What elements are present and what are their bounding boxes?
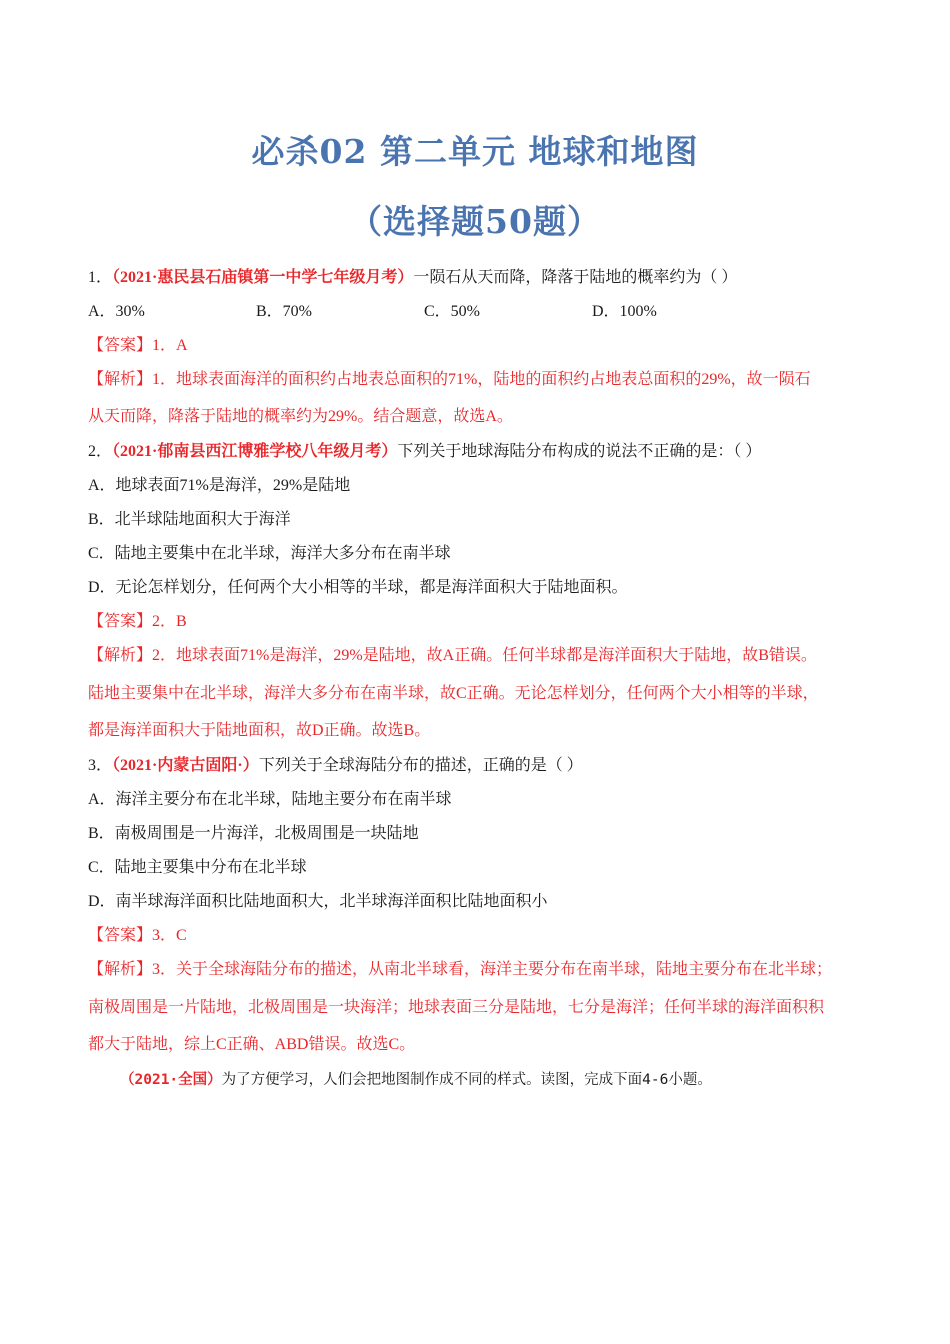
question-1-stem bbox=[88, 268, 868, 288]
question-2-option-d: D．无论怎样划分，任何两个大小相等的半球，都是海洋面积大于陆地面积。 bbox=[88, 579, 628, 596]
question-2-answer: 【答案】2．B bbox=[88, 613, 187, 630]
question-2-analysis-line-1: 【解析】2．地球表面71%是海洋，29%是陆地，故A正确。任何半球都是海洋面积大于陆地，故B错误。 bbox=[88, 647, 817, 664]
question-3-analysis-line-2: 南极周围是一片陆地，北极周围是一块海洋；地球表面三分是陆地，七分是海洋；任何半球的海洋面积积 bbox=[88, 999, 825, 1016]
question-text: 下列关于地球海陆分布构成的说法不正确的是：（ ） bbox=[397, 443, 762, 460]
question-3-stem bbox=[88, 756, 868, 776]
question-3-option-d: D．南半球海洋面积比陆地面积大，北半球海洋面积比陆地面积小 bbox=[88, 893, 548, 910]
question-source: （2021·惠民县石庙镇第一中学七年级月考） bbox=[112, 269, 414, 286]
question-text: 一陨石从天而降，降落于陆地的概率约为（ ） bbox=[413, 269, 738, 286]
question-number: 1． bbox=[88, 269, 113, 286]
question-source: （2021·内蒙古固阳·） bbox=[112, 757, 259, 774]
question-2-analysis-line-2: 陆地主要集中在北半球，海洋大多分布在南半球，故C正确。无论怎样划分，任何两个大小相等的半球， bbox=[88, 685, 819, 702]
question-source: （2021·郁南县西江博雅学校八年级月考） bbox=[112, 443, 398, 460]
question-1-options bbox=[88, 302, 868, 322]
page-subtitle: （选择题50题） bbox=[349, 202, 601, 241]
option-d: D．100% bbox=[592, 303, 657, 320]
question-3-analysis-line-1: 【解析】3．关于全球海陆分布的描述，从南北半球看，海洋主要分布在南半球，陆地主要分布在北半球； bbox=[88, 961, 833, 978]
question-1-answer: 【答案】1．A bbox=[88, 337, 188, 354]
option-b: B．70% bbox=[256, 303, 313, 320]
question-text: 下列关于全球海陆分布的描述，正确的是（ ） bbox=[258, 757, 583, 774]
intro-source: （2021·全国） bbox=[120, 1072, 222, 1088]
question-3-option-b: B．南极周围是一片海洋，北极周围是一块陆地 bbox=[88, 825, 419, 842]
group-intro bbox=[120, 1070, 900, 1090]
intro-text: 为了方便学习，人们会把地图制作成不同的样式。读图，完成下面4-6小题。 bbox=[221, 1072, 712, 1088]
question-1-analysis-line-2: 从天而降，降落于陆地的概率约为29%。结合题意，故选A。 bbox=[88, 408, 513, 425]
question-3-option-a: A．海洋主要分布在北半球，陆地主要分布在南半球 bbox=[88, 791, 452, 808]
question-2-stem bbox=[88, 442, 868, 462]
question-2-option-b: B．北半球陆地面积大于海洋 bbox=[88, 511, 291, 528]
question-3-analysis-line-3: 都大于陆地，综上C正确、ABD错误。故选C。 bbox=[88, 1036, 416, 1053]
question-number: 2． bbox=[88, 443, 113, 460]
question-3-option-c: C．陆地主要集中分布在北半球 bbox=[88, 859, 307, 876]
question-number: 3． bbox=[88, 757, 113, 774]
question-3-answer: 【答案】3．C bbox=[88, 927, 187, 944]
question-2-analysis-line-3: 都是海洋面积大于陆地面积，故D正确。故选B。 bbox=[88, 722, 431, 739]
question-1-analysis-line-1: 【解析】1．地球表面海洋的面积约占地表总面积的71%，陆地的面积约占地表总面积的29%，故一陨石 bbox=[88, 371, 811, 388]
page-title: 必杀02 第二单元 地球和地图 bbox=[251, 132, 699, 171]
option-a: A．30% bbox=[88, 303, 145, 320]
question-2-option-a: A．地球表面71%是海洋，29%是陆地 bbox=[88, 477, 351, 494]
question-2-option-c: C．陆地主要集中在北半球，海洋大多分布在南半球 bbox=[88, 545, 451, 562]
option-c: C．50% bbox=[424, 303, 481, 320]
